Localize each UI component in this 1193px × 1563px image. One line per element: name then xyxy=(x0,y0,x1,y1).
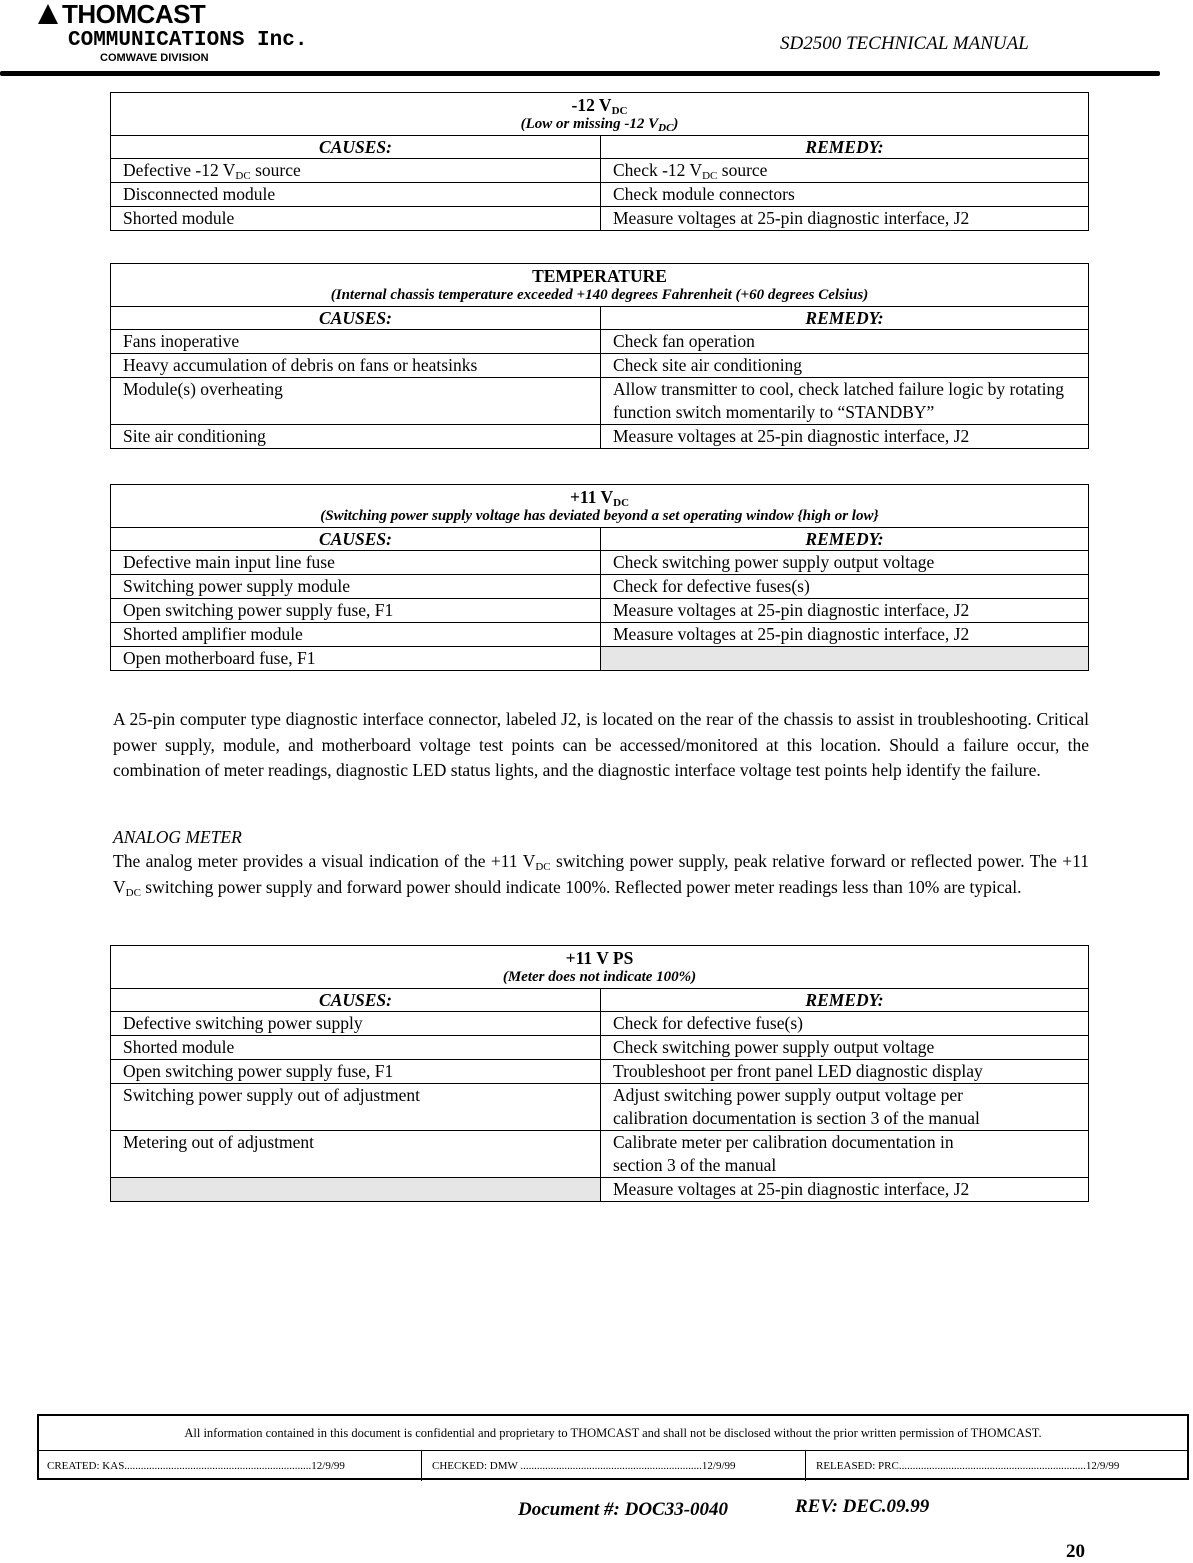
cause-cell: Defective -12 $V_{DC}$ source xyxy=(111,159,601,183)
header-rule xyxy=(0,71,1160,76)
table-row xyxy=(111,623,1089,647)
table-header xyxy=(111,264,1089,307)
table-row xyxy=(111,159,1089,183)
cause-cell: Switching power supply out of adjustment xyxy=(111,1084,601,1131)
remedy-cell: Measure voltages at 25-pin diagnostic interface, J2 xyxy=(601,207,1089,231)
table-row xyxy=(111,1131,1089,1178)
remedy-cell: Check switching power supply output voltage xyxy=(601,1036,1089,1060)
table-row xyxy=(111,575,1089,599)
analog-meter-paragraph: The analog meter provides a visual indication of the +11 $V_{DC}$ switching power supply, peak relative forward or reflected power. The +11 $V_{DC}$ switching power supply and forward power should indicate 100%. Reflected power meter readings less than 10% are typical. xyxy=(113,851,1089,899)
revision: REV: DEC.09.99 xyxy=(795,1496,930,1517)
table-subtitle: (Switching power supply voltage has deviated beyond a set operating window {high or low} xyxy=(320,508,879,524)
footer-box xyxy=(37,1414,1189,1480)
cause-cell: Metering out of adjustment xyxy=(111,1131,601,1178)
j2-paragraph: A 25-pin computer type diagnostic interface connector, labeled J2, is located on the rear of the chassis to assist in troubleshooting. Critical power supply, module, and motherboard voltage test points can be accessed/monitored at this location. Should a failure occur, the combination of meter readings, diagnostic LED status lights, and the diagnostic interface voltage test points help identify the failure. xyxy=(113,709,1089,780)
remedy-cell-empty xyxy=(601,647,1089,671)
table-row xyxy=(111,378,1089,425)
cause-cell: Fans inoperative xyxy=(111,330,601,354)
cause-cell: Shorted module xyxy=(111,1036,601,1060)
remedy-cell: Measure voltages at 25-pin diagnostic interface, J2 xyxy=(601,425,1089,449)
causes-header: CAUSES: xyxy=(111,989,601,1012)
table-row xyxy=(111,599,1089,623)
remedy-cell: Check for defective fuse(s) xyxy=(601,1012,1089,1036)
table-title: +11 $V_{DC}$ xyxy=(569,487,630,509)
remedy-cell: Check site air conditioning xyxy=(601,354,1089,378)
table-row xyxy=(111,207,1089,231)
cause-cell: Site air conditioning xyxy=(111,425,601,449)
causes-header: CAUSES: xyxy=(111,307,601,330)
remedy-cell: Check fan operation xyxy=(601,330,1089,354)
cause-cell: Open switching power supply fuse, F1 xyxy=(111,1060,601,1084)
table-header xyxy=(111,93,1089,136)
troubleshoot-table-plus11vdc xyxy=(110,484,1089,671)
released-cell: RELEASED: PRC....................................................................12/9/99 xyxy=(805,1451,1189,1481)
checked-cell: CHECKED: DMW ..................................................................12/9/99 xyxy=(421,1451,805,1481)
table-row xyxy=(111,183,1089,207)
cause-cell-empty xyxy=(111,1178,601,1202)
remedy-cell: Measure voltages at 25-pin diagnostic interface, J2 xyxy=(601,1178,1089,1202)
remedy-cell: Check -12 $V_{DC}$ source xyxy=(601,159,1089,183)
cause-cell: Switching power supply module xyxy=(111,575,601,599)
created-cell: CREATED: KAS....................................................................12/9/99 xyxy=(47,1460,345,1472)
cause-cell: Module(s) overheating xyxy=(111,378,601,425)
table-row xyxy=(111,1178,1089,1202)
table-subtitle: (Meter does not indicate 100%) xyxy=(502,969,697,985)
confidentiality-notice: All information contained in this document is confidential and proprietary to THOMCAST and shall not be disclosed without the prior written permission of THOMCAST. xyxy=(184,1426,1042,1440)
table-row xyxy=(111,1012,1089,1036)
remedy-cell: Measure voltages at 25-pin diagnostic interface, J2 xyxy=(601,623,1089,647)
remedy-cell: Measure voltages at 25-pin diagnostic interface, J2 xyxy=(601,599,1089,623)
remedy-header: REMEDY: xyxy=(601,307,1089,330)
table-row xyxy=(111,425,1089,449)
table-row xyxy=(111,551,1089,575)
manual-title: SD2500 TECHNICAL MANUAL xyxy=(780,33,1029,54)
remedy-header: REMEDY: xyxy=(601,989,1089,1012)
page-number: 20 xyxy=(1066,1541,1085,1562)
troubleshoot-table-minus12vdc xyxy=(110,92,1089,231)
cause-cell: Shorted module xyxy=(111,207,601,231)
causes-header: CAUSES: xyxy=(111,528,601,551)
remedy-cell: Adjust switching power supply output voltage per calibration documentation is section 3 of the manual xyxy=(601,1084,1089,1131)
logo-triangle-icon xyxy=(38,4,58,24)
table-title: -12 $V_{DC}$ xyxy=(571,95,628,117)
cause-cell: Defective main input line fuse xyxy=(111,551,601,575)
remedy-header: REMEDY: xyxy=(601,528,1089,551)
causes-header: CAUSES: xyxy=(111,136,601,159)
document-number: Document #: DOC33-0040 xyxy=(518,1499,729,1520)
division-name: COMWAVE DIVISION xyxy=(100,52,209,64)
table-row xyxy=(111,1060,1089,1084)
table-row xyxy=(111,647,1089,671)
table-title: +11 V PS xyxy=(565,948,634,968)
troubleshoot-table-plus11vps xyxy=(110,945,1089,1202)
cause-cell: Heavy accumulation of debris on fans or heatsinks xyxy=(111,354,601,378)
remedy-header: REMEDY: xyxy=(601,136,1089,159)
table-header xyxy=(111,485,1089,528)
company-name: THOMCAST xyxy=(62,0,206,29)
cause-cell: Open switching power supply fuse, F1 xyxy=(111,599,601,623)
table-title: TEMPERATURE xyxy=(532,266,667,286)
table-row xyxy=(111,1084,1089,1131)
table-subtitle: (Low or missing -12 $V_{DC}$) xyxy=(520,116,679,134)
company-line2: COMMUNICATIONS Inc. xyxy=(68,29,308,52)
approval-row xyxy=(37,1450,1189,1481)
cause-cell: Open motherboard fuse, F1 xyxy=(111,647,601,671)
remedy-cell: Check module connectors xyxy=(601,183,1089,207)
remedy-cell: Troubleshoot per front panel LED diagnostic display xyxy=(601,1060,1089,1084)
cause-cell: Disconnected module xyxy=(111,183,601,207)
cause-cell: Shorted amplifier module xyxy=(111,623,601,647)
remedy-cell: Check for defective fuses(s) xyxy=(601,575,1089,599)
troubleshoot-table-temperature xyxy=(110,263,1089,449)
remedy-cell: Calibrate meter per calibration documentation in section 3 of the manual xyxy=(601,1131,1089,1178)
cause-cell: Defective switching power supply xyxy=(111,1012,601,1036)
remedy-cell: Allow transmitter to cool, check latched failure logic by rotating function switch momentarily to “STANDBY” xyxy=(601,378,1089,425)
table-row xyxy=(111,354,1089,378)
table-subtitle: (Internal chassis temperature exceeded +140 degrees Fahrenheit (+60 degrees Celsius) xyxy=(330,287,869,303)
table-row xyxy=(111,330,1089,354)
table-row xyxy=(111,1036,1089,1060)
remedy-cell: Check switching power supply output voltage xyxy=(601,551,1089,575)
table-header xyxy=(111,946,1089,989)
company-logo xyxy=(38,0,205,28)
analog-meter-heading: ANALOG METER xyxy=(113,827,242,847)
